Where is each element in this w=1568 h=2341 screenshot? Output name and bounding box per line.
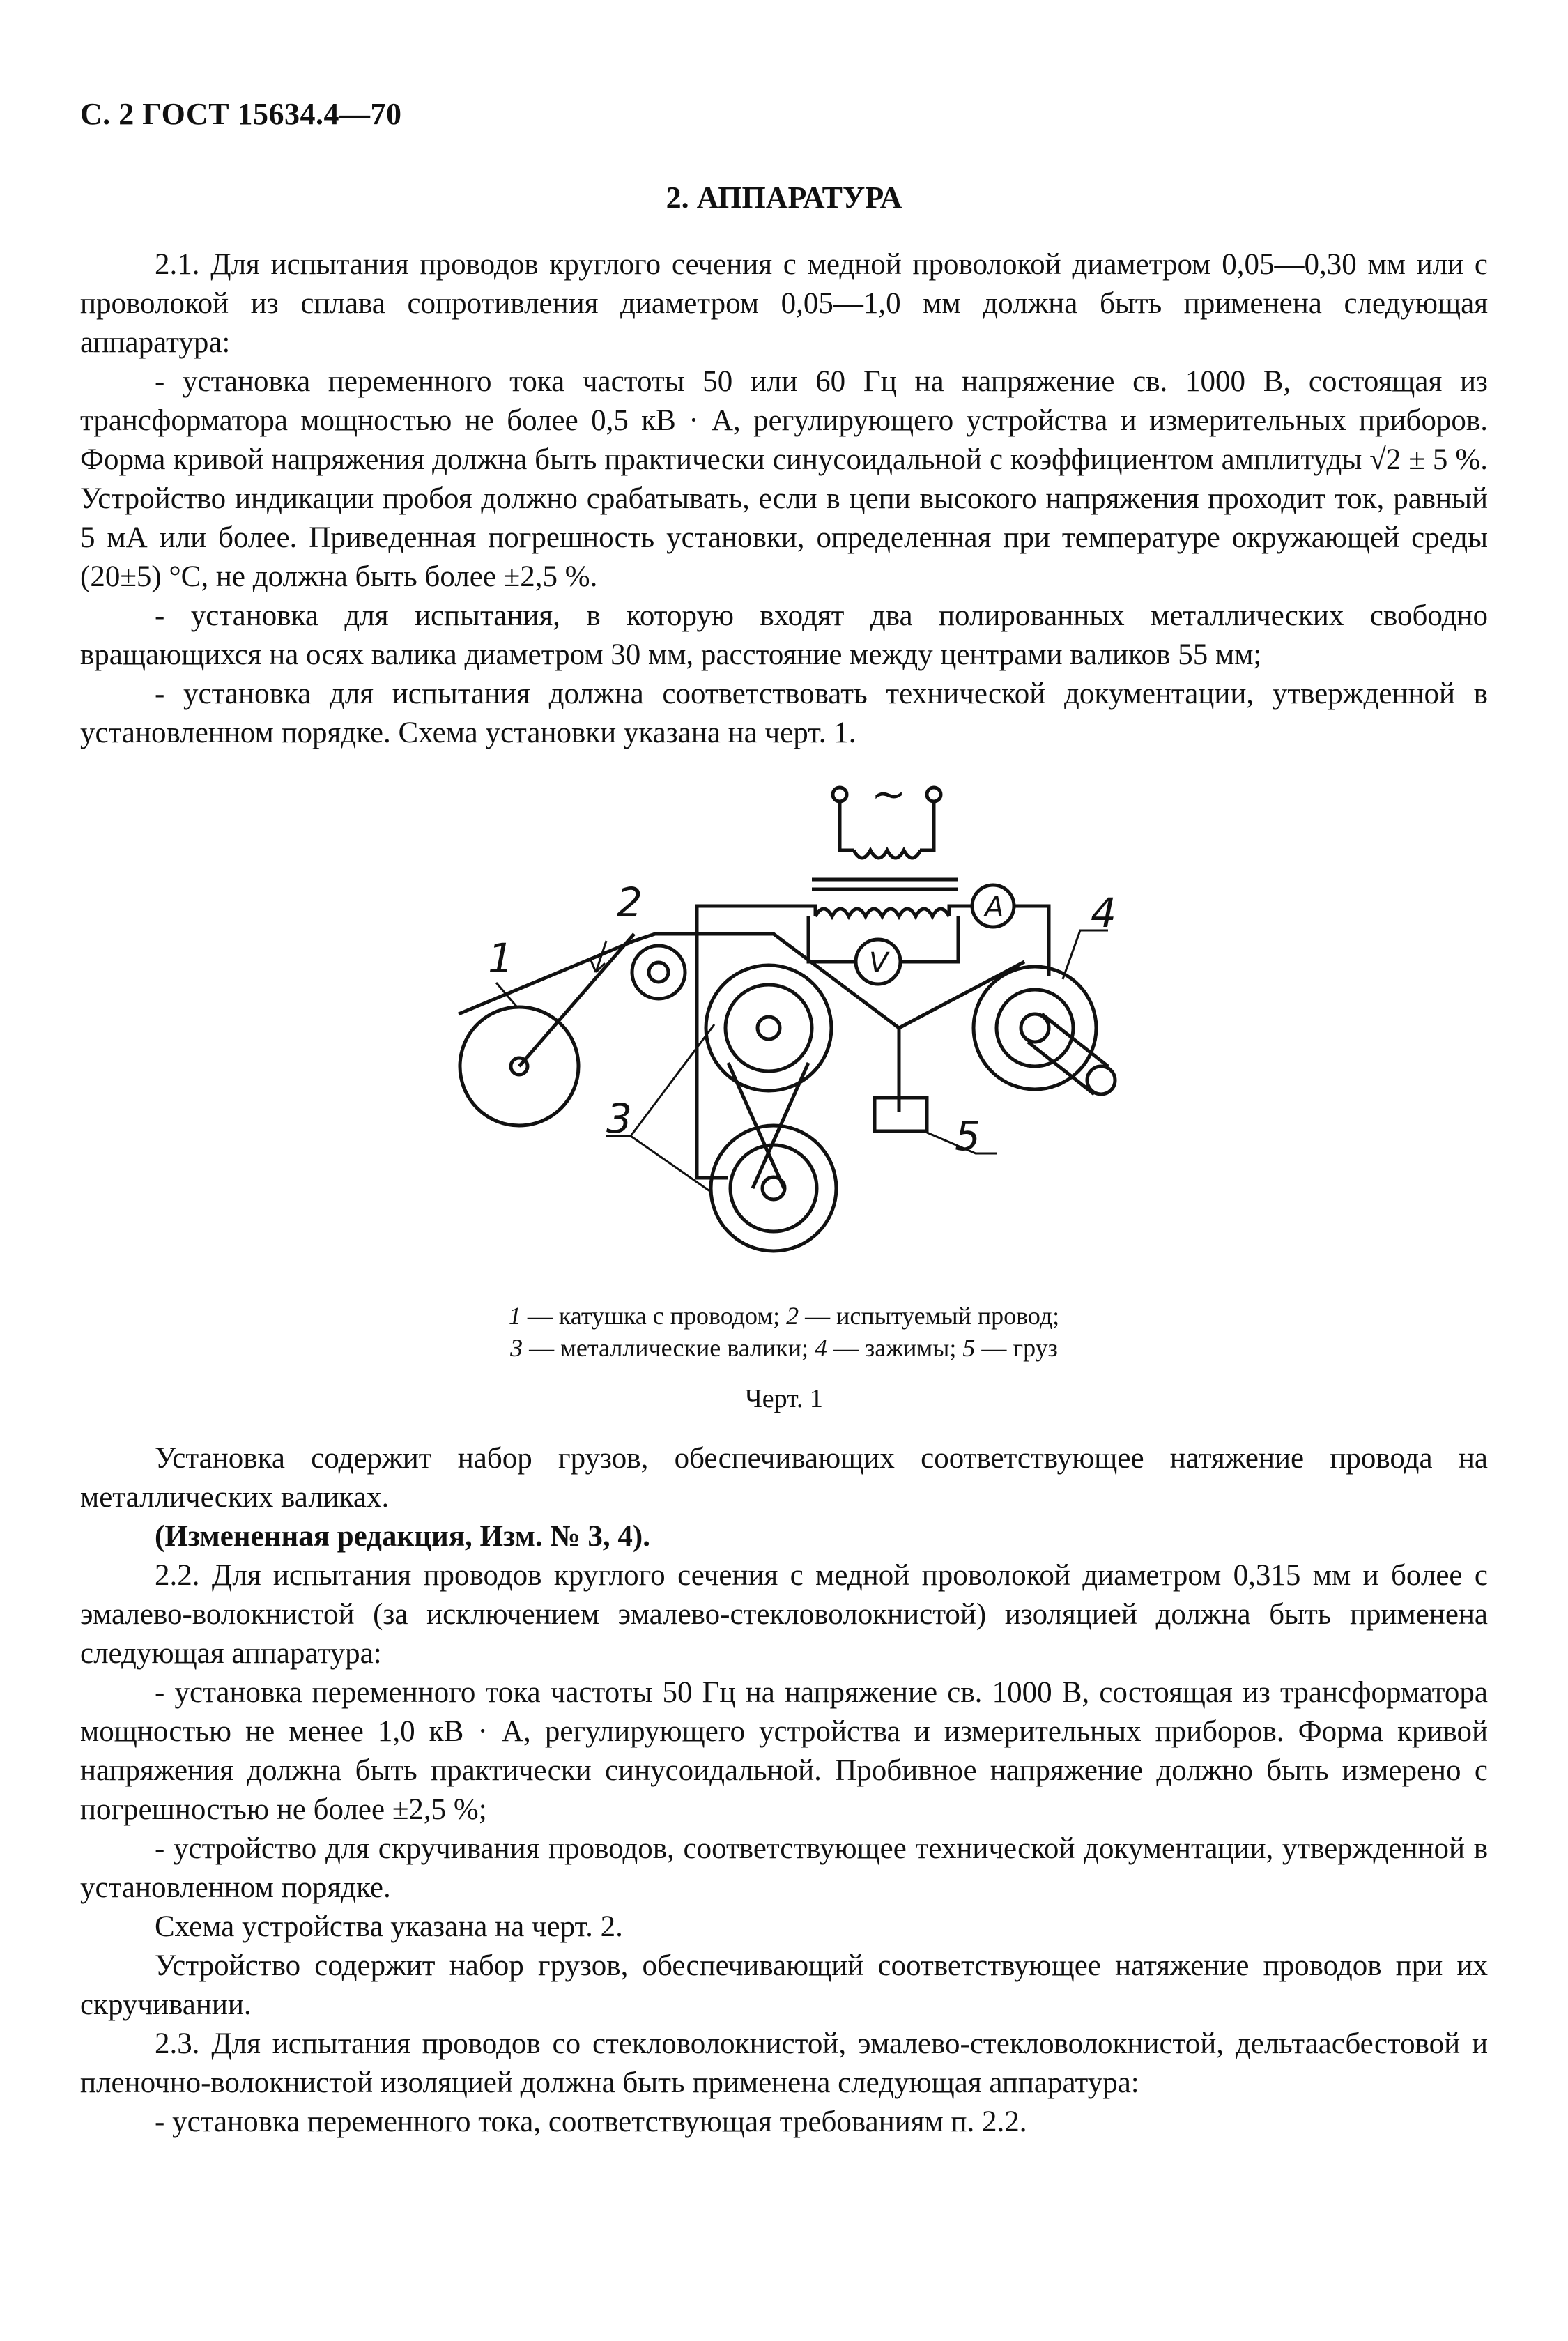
caption-text: — металлические валики;	[523, 1334, 815, 1362]
caption-num: 3	[510, 1334, 523, 1362]
voltmeter-symbol: V	[869, 947, 889, 979]
label-4: 4	[1091, 889, 1116, 937]
metal-roller-lower-axle-icon	[762, 1177, 785, 1199]
transformer-primary	[854, 850, 921, 858]
caption-text: — испытуемый провод;	[799, 1302, 1060, 1330]
clamp-wheel	[974, 967, 1096, 1089]
ac-symbol: ~	[871, 774, 907, 819]
figure-caption	[0, 1300, 1568, 1364]
paragraph-weights-2: Устройство содержит набор грузов, обеспечивающий соответствующее натяжение проводов при их скручивании.	[80, 1949, 1488, 2021]
ac-lead-right	[920, 801, 934, 850]
caption-line-1	[0, 1300, 1568, 1332]
paragraph-2-1: 2.1. Для испытания проводов круглого сечения с медной проволокой диаметром 0,05—0,30 мм или с проволокой из сплава сопротивления диаметром 0,05—1,0 мм должна быть применена следующая аппаратура:	[80, 248, 1488, 359]
paragraph-ac-installation-2: - установка переменного тока частоты 50 Гц на напряжение св. 1000 В, состоящая из трансформатора мощностью не менее 1,0 кВ · А, регулирующего устройства и измерительных приборов. Форма кривой напряжения должна быть практически синусоидальной. Пробивное напряжение должно быть измерено с погрешностью не более ±2,5 %;	[80, 1676, 1488, 1826]
metal-roller-upper-axle-icon	[758, 1017, 780, 1039]
caption-text: — зажимы;	[827, 1334, 963, 1362]
ac-terminal-left	[833, 788, 847, 801]
ammeter-symbol: A	[985, 891, 1004, 923]
guide-roller-axle-icon	[649, 962, 668, 982]
metal-roller-lower-inner	[730, 1145, 817, 1231]
running-head: С. 2 ГОСТ 15634.4—70	[80, 97, 402, 131]
paragraph-scheme-ref: Схема устройства указана на черт. 2.	[155, 1910, 623, 1943]
paragraph-weights: Установка содержит набор грузов, обеспечивающих соответствующее натяжение провода на металлических валиках.	[80, 1442, 1488, 1514]
paragraph-ac-requirements: - установка переменного тока, соответствующая требованиям п. 2.2.	[155, 2105, 1027, 2138]
guide-roller	[632, 946, 685, 999]
caption-num: 1	[508, 1302, 521, 1330]
ac-lead-left	[840, 801, 854, 850]
label-2: 2	[617, 879, 643, 926]
section-2-1-text	[80, 245, 1488, 753]
label-1: 1	[488, 935, 514, 982]
paragraph-test-rollers: - установка для испытания, в которую входят два полированных металлических свободно вращающихся на осях валика диаметром 30 мм, расстояние между центрами валиков 55 мм;	[80, 599, 1488, 671]
circuit-wire-left	[697, 906, 815, 1178]
metal-roller-upper-inner	[725, 985, 812, 1071]
caption-text: — катушка с проводом;	[521, 1302, 787, 1330]
clamp-handle-end	[1087, 1066, 1115, 1094]
circuit-wire-right	[949, 906, 972, 916]
section-2-2-text	[80, 1439, 1488, 2142]
caption-text: — груз	[975, 1334, 1058, 1362]
caption-num: 5	[962, 1334, 976, 1362]
paragraph-documentation: - установка для испытания должна соответствовать технической документации, утвержденной в установленном порядке. Схема установки указана на черт. 1.	[80, 677, 1488, 749]
amendment-note: (Измененная редакция, Изм. № 3, 4).	[155, 1520, 650, 1553]
leader-4	[1063, 930, 1108, 979]
paragraph-ac-installation: - установка переменного тока частоты 50 или 60 Гц на напряжение св. 1000 В, состоящая из трансформатора мощностью не более 0,5 кВ · А, регулирующего устройства и измерительных приборов. Форма кривой напряжения должна быть практически синусоидальной с коэффициентом амплитуды √2 ± 5 %. Устройство индикации пробоя должно срабатывать, если в цепи высокого напряжения проходит ток, равный 5 мА или более. Приведенная погрешность установки, определенная при температуре окружающей среды (20±5) °С, не должна быть более ±2,5 %.	[80, 365, 1488, 593]
caption-line-2	[0, 1332, 1568, 1364]
leader-1	[496, 983, 517, 1007]
label-5: 5	[955, 1112, 981, 1160]
figure-label: Черт. 1	[745, 1384, 823, 1413]
caption-num: 4	[815, 1334, 828, 1362]
label-3: 3	[606, 1095, 632, 1142]
paragraph-2-3: 2.3. Для испытания проводов со стекловолокнистой, эмалево-стекловолокнистой, дельтаасбестовой и пленочно-волокнистой изоляцией должна быть применена следующая аппаратура:	[80, 2027, 1488, 2099]
transformer-secondary	[815, 909, 949, 916]
ac-terminal-right	[927, 788, 941, 801]
paragraph-twisting-device: - устройство для скручивания проводов, соответствующее технической документации, утвержденной в установленном порядке.	[80, 1832, 1488, 1904]
caption-num: 2	[786, 1302, 799, 1330]
paragraph-2-2: 2.2. Для испытания проводов круглого сечения с медной проволокой диаметром 0,315 мм и более с эмалево-волокнистой (за исключением эмалево-стекловолокнистой) изоляцией должна быть применена следующая аппаратура:	[80, 1559, 1488, 1670]
section-title: 2. АППАРАТУРА	[666, 181, 902, 215]
test-installation-diagram	[432, 774, 1129, 1261]
